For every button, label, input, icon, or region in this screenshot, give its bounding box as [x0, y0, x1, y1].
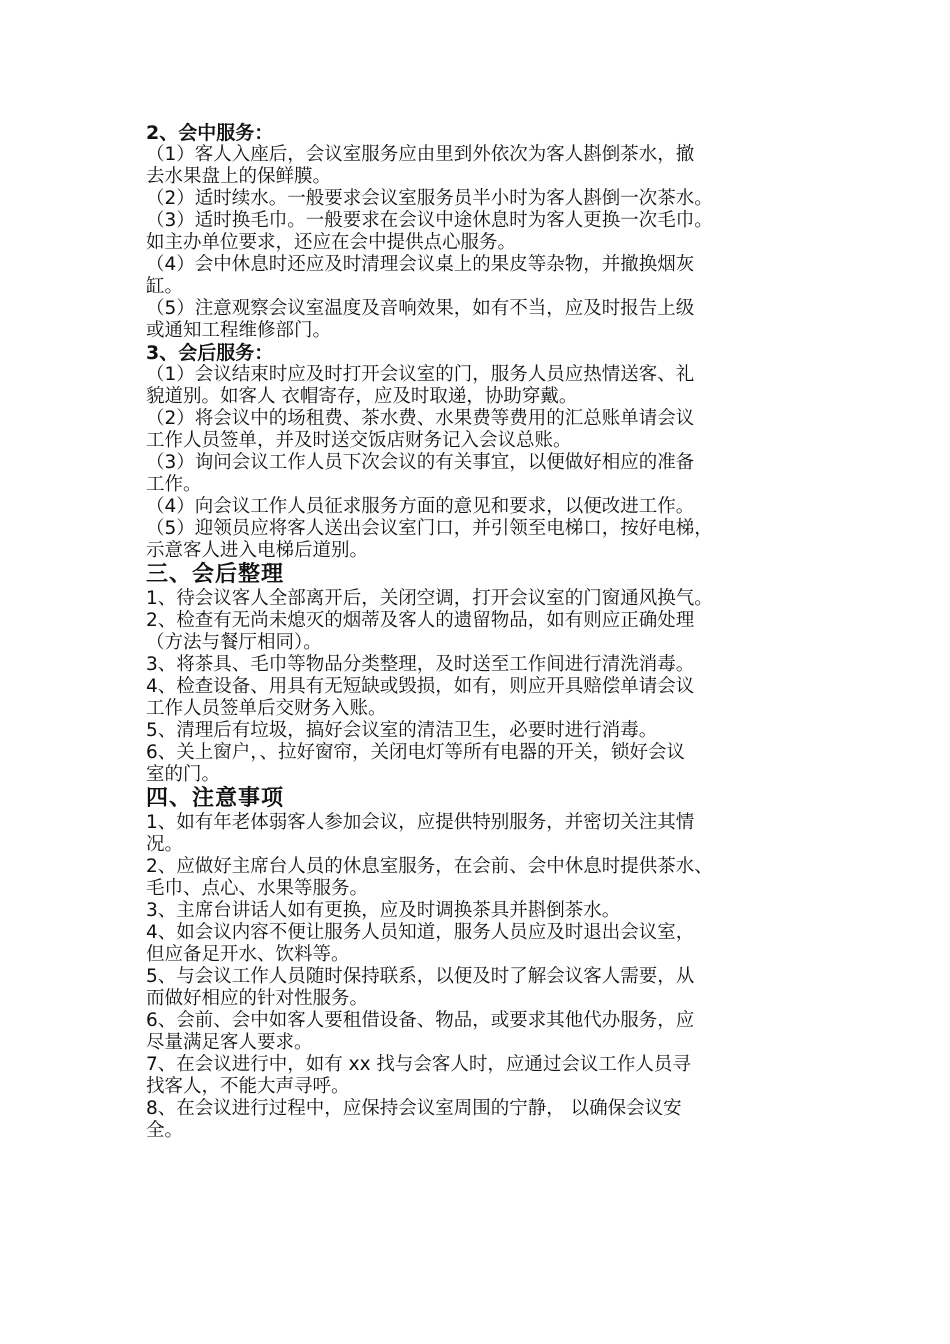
paragraph: （1）客人入座后，会议室服务应由里到外依次为客人斟倒茶水，撤 去水果盘上的保鲜膜。 [146, 144, 695, 187]
section-notes [146, 786, 826, 1142]
paragraph: 6、会前、会中如客人要租借设备、物品，或要求其他代办服务，应 尽量满足客人要求。 [146, 1010, 695, 1053]
section-after-meeting-service [146, 342, 826, 562]
paragraph: （5）迎领员应将客人送出会议室门口，并引领至电梯口，按好电梯， 示意客人进入电梯后道别。 [146, 518, 713, 561]
paragraph: 4、如会议内容不便让服务人员知道，服务人员应及时退出会议室， 但应备足开水、饮料等。 [146, 922, 695, 965]
paragraph: 1、待会议客人全部离开后，关闭空调，打开会议室的门窗通风换气。 [146, 588, 713, 609]
paragraph: （4）向会议工作人员征求服务方面的意见和要求，以便改进工作。 [146, 496, 695, 517]
paragraph: 6、关上窗户，、拉好窗帘，关闭电灯等所有电器的开关，锁好会议 室的门。 [146, 742, 686, 785]
paragraph: （3）询问会议工作人员下次会议的有关事宜，以便做好相应的准备 工作。 [146, 452, 695, 495]
section-heading: 3、会后服务： [146, 342, 274, 364]
paragraph: （2）适时续水。一般要求会议室服务员半小时为客人斟倒一次茶水。 [146, 188, 713, 209]
paragraph: （2）将会议中的场租费、茶水费、水果费等费用的汇总账单请会议 工作人员签单，并及时送交饭店财务记入会议总账。 [146, 408, 695, 451]
paragraph: 2、应做好主席台人员的休息室服务，在会前、会中休息时提供茶水、 毛巾、点心、水果等服务。 [146, 856, 713, 899]
paragraph: （4）会中休息时还应及时清理会议桌上的果皮等杂物，并撤换烟灰 缸。 [146, 254, 695, 297]
paragraph: 4、检查设备、用具有无短缺或毁损，如有，则应开具赔偿单请会议 工作人员签单后交财务入账。 [146, 676, 695, 719]
paragraph: 1、如有年老体弱客人参加会议，应提供特别服务，并密切关注其情 况。 [146, 812, 695, 855]
document-page [146, 122, 826, 1142]
main-heading: 三、会后整理 [146, 562, 285, 587]
paragraph: 7、在会议进行中，如有 xx 找与会客人时，应通过会议工作人员寻 找客人，不能大声寻呼。 [146, 1054, 691, 1097]
paragraph: 5、与会议工作人员随时保持联系，以便及时了解会议客人需要，从 而做好相应的针对性服务。 [146, 966, 695, 1009]
section-in-meeting-service [146, 122, 826, 342]
paragraph: 3、将茶具、毛巾等物品分类整理，及时送至工作间进行清洗消毒。 [146, 654, 695, 675]
paragraph: 8、在会议进行过程中，应保持会议室周围的宁静， 以确保会议安 全。 [146, 1098, 682, 1141]
section-post-meeting-cleanup [146, 562, 826, 786]
paragraph: （1）会议结束时应及时打开会议室的门，服务人员应热情送客、礼 貌道别。如客人 衣帽寄存，应及时取递，协助穿戴。 [146, 364, 695, 407]
paragraph: （3）适时换毛巾。一般要求在会议中途休息时为客人更换一次毛巾。 如主办单位要求，还应在会中提供点心服务。 [146, 210, 713, 253]
paragraph: （5）注意观察会议室温度及音响效果，如有不当，应及时报告上级 或通知工程维修部门。 [146, 298, 695, 341]
paragraph: 5、清理后有垃圾，搞好会议室的清洁卫生，必要时进行消毒。 [146, 720, 658, 741]
paragraph: 3、主席台讲话人如有更换，应及时调换茶具并斟倒茶水。 [146, 900, 621, 921]
section-heading: 2、会中服务： [146, 122, 274, 144]
paragraph: 2、检查有无尚未熄灭的烟蒂及客人的遗留物品，如有则应正确处理 （方法与餐厅相同）。 [146, 610, 695, 653]
main-heading: 四、注意事项 [146, 786, 285, 811]
